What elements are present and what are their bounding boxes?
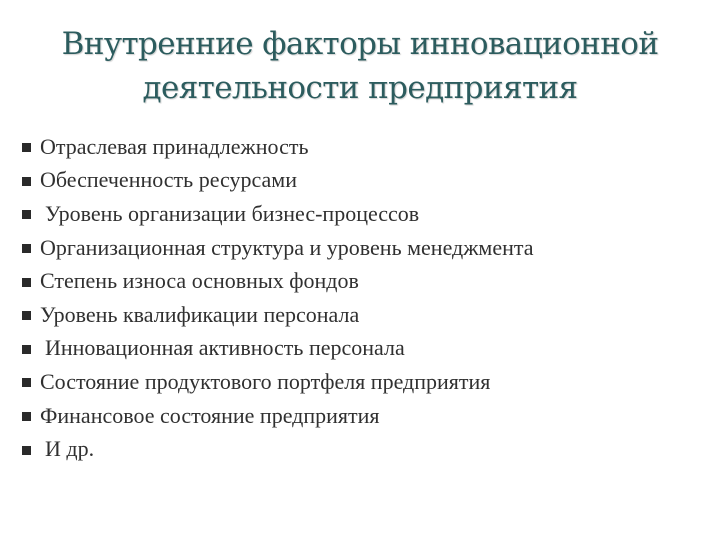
slide-title xyxy=(12,22,708,110)
list-item xyxy=(22,197,712,231)
square-bullet-icon xyxy=(22,210,31,219)
list-item-text: Финансовое состояние предприятия xyxy=(40,402,380,428)
list-item-text: Обеспеченность ресурсами xyxy=(40,167,297,193)
list-item-text: Степень износа основных фондов xyxy=(40,268,359,294)
list-item-text: Отраслевая принадлежность xyxy=(40,133,309,159)
title-line-1: Внутренние факторы инновационной xyxy=(61,26,659,62)
square-bullet-icon xyxy=(22,177,31,186)
list-item xyxy=(22,298,712,332)
list-item-text: Организационная структура и уровень менеджмента xyxy=(40,234,534,260)
list-item xyxy=(22,130,712,164)
square-bullet-icon xyxy=(22,311,31,320)
list-item-text: Уровень организации бизнес-процессов xyxy=(45,200,420,226)
list-item xyxy=(22,399,712,433)
square-bullet-icon xyxy=(22,244,31,253)
list-item-text: И др. xyxy=(45,436,95,462)
square-bullet-icon xyxy=(22,378,31,387)
bullet-list xyxy=(22,130,712,466)
list-item xyxy=(22,332,712,366)
square-bullet-icon xyxy=(22,412,31,421)
list-item xyxy=(22,231,712,265)
list-item xyxy=(22,432,712,466)
list-item xyxy=(22,365,712,399)
list-item-text: Инновационная активность персонала xyxy=(45,335,405,361)
list-item-text: Состояние продуктового портфеля предприятия xyxy=(40,368,491,394)
list-item xyxy=(22,264,712,298)
list-item xyxy=(22,164,712,198)
square-bullet-icon xyxy=(22,278,31,287)
square-bullet-icon xyxy=(22,345,31,354)
title-line-2: деятельности предприятия xyxy=(142,70,578,106)
square-bullet-icon xyxy=(22,143,31,152)
list-item-text: Уровень квалификации персонала xyxy=(40,301,360,327)
square-bullet-icon xyxy=(22,446,31,455)
